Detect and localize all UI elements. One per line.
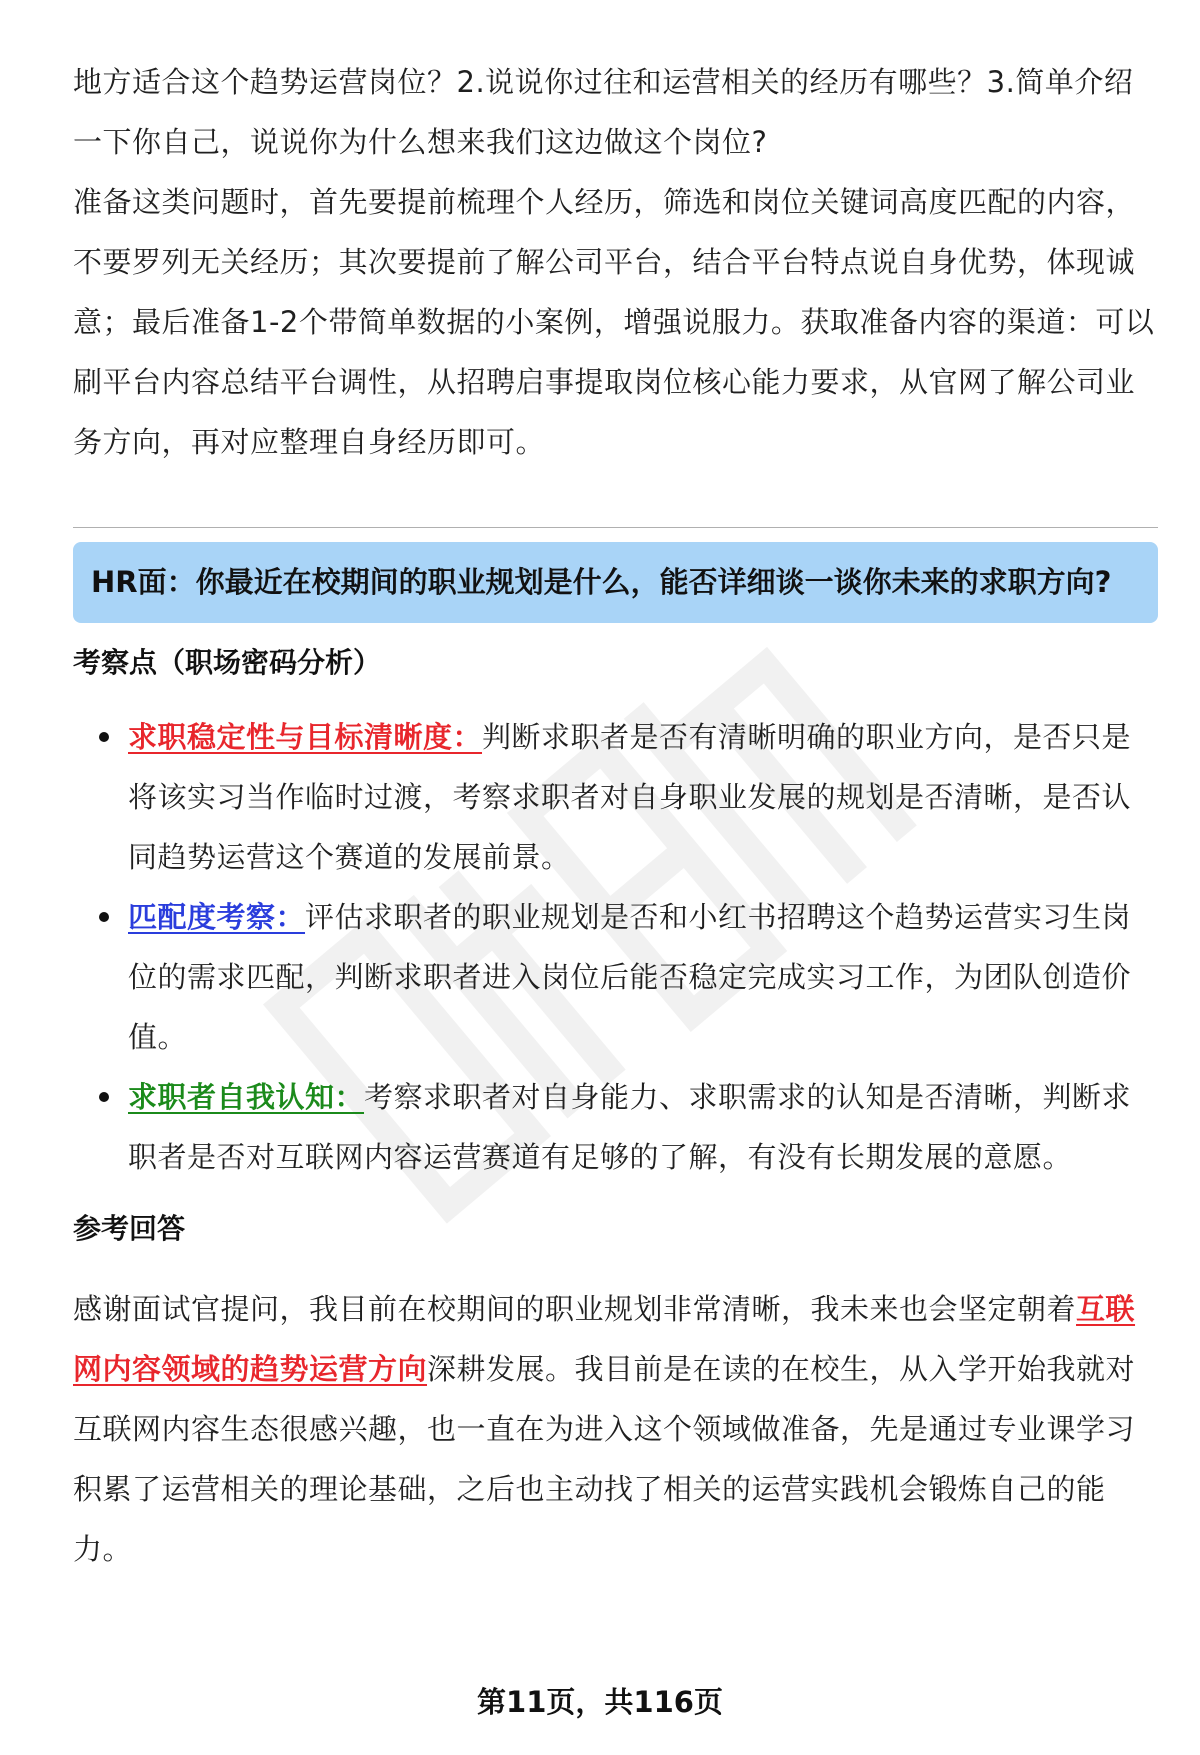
list-item (73, 707, 1158, 887)
answer-paragraph (73, 1279, 1158, 1579)
question-text: HR面：你最近在校期间的职业规划是什么，能否详细谈一谈你未来的求职方向? (91, 565, 1112, 599)
answer-text-end: 深耕发展。我目前是在读的在校生，从入学开始我就对互联网内容生态很感兴趣，也一直在为进入这个领域做准备，先是通过专业课学习积累了运营相关的理论基础，之后也主动找了相关的运营实践机会锻炼自己的能力。 (73, 1352, 1136, 1566)
question-box (73, 542, 1158, 623)
answer-highlight: 互联网内容领域的趋势运营方向 (73, 1292, 1136, 1386)
bullet-icon (99, 732, 109, 742)
point-keyword: 求职者自我认知： (128, 1080, 365, 1114)
section-divider (73, 527, 1158, 528)
bullet-icon (99, 912, 109, 922)
list-item (73, 1067, 1158, 1187)
answer-heading: 参考回答 (73, 1212, 186, 1245)
bullet-icon (99, 1092, 109, 1102)
point-text: 考察求职者对自身能力、求职需求的认知是否清晰，判断求职者是否对互联网内容运营赛道有足够的了解，有没有长期发展的意愿。 (128, 1080, 1132, 1174)
page-number: 第11页，共116页 (477, 1685, 723, 1719)
intro-paragraph-2: 准备这类问题时，首先要提前梳理个人经历，筛选和岗位关键词高度匹配的内容，不要罗列无关经历；其次要提前了解公司平台，结合平台特点说自身优势，体现诚意；最后准备1-2个带简单数据的小案例，增强说服力。获取准备内容的渠道：可以刷平台内容总结平台调性，从招聘启事提取岗位核心能力要求，从官网了解公司业务方向，再对应整理自身经历即可。 (73, 185, 1155, 459)
page-content (73, 52, 1158, 1579)
point-text: 判断求职者是否有清晰明确的职业方向，是否只是将该实习当作临时过渡，考察求职者对自身职业发展的规划是否清晰，是否认同趋势运营这个赛道的发展前景。 (128, 720, 1132, 874)
point-text: 评估求职者的职业规划是否和小红书招聘这个趋势运营实习生岗位的需求匹配，判断求职者进入岗位后能否稳定完成实习工作，为团队创造价值。 (128, 900, 1132, 1054)
answer-text-start: 感谢面试官提问，我目前在校期间的职业规划非常清晰，我未来也会坚定朝着 (73, 1292, 1077, 1326)
point-keyword: 求职稳定性与目标清晰度： (128, 720, 483, 754)
intro-paragraph-1: 地方适合这个趋势运营岗位？2.说说你过往和运营相关的经历有哪些？3.简单介绍一下你自己，说说你为什么想来我们这边做这个岗位? (73, 65, 1134, 159)
exam-point-list (73, 707, 1158, 1187)
point-keyword: 匹配度考察： (128, 900, 306, 934)
exam-heading: 考察点（职场密码分析） (73, 646, 382, 679)
list-item (73, 887, 1158, 1067)
